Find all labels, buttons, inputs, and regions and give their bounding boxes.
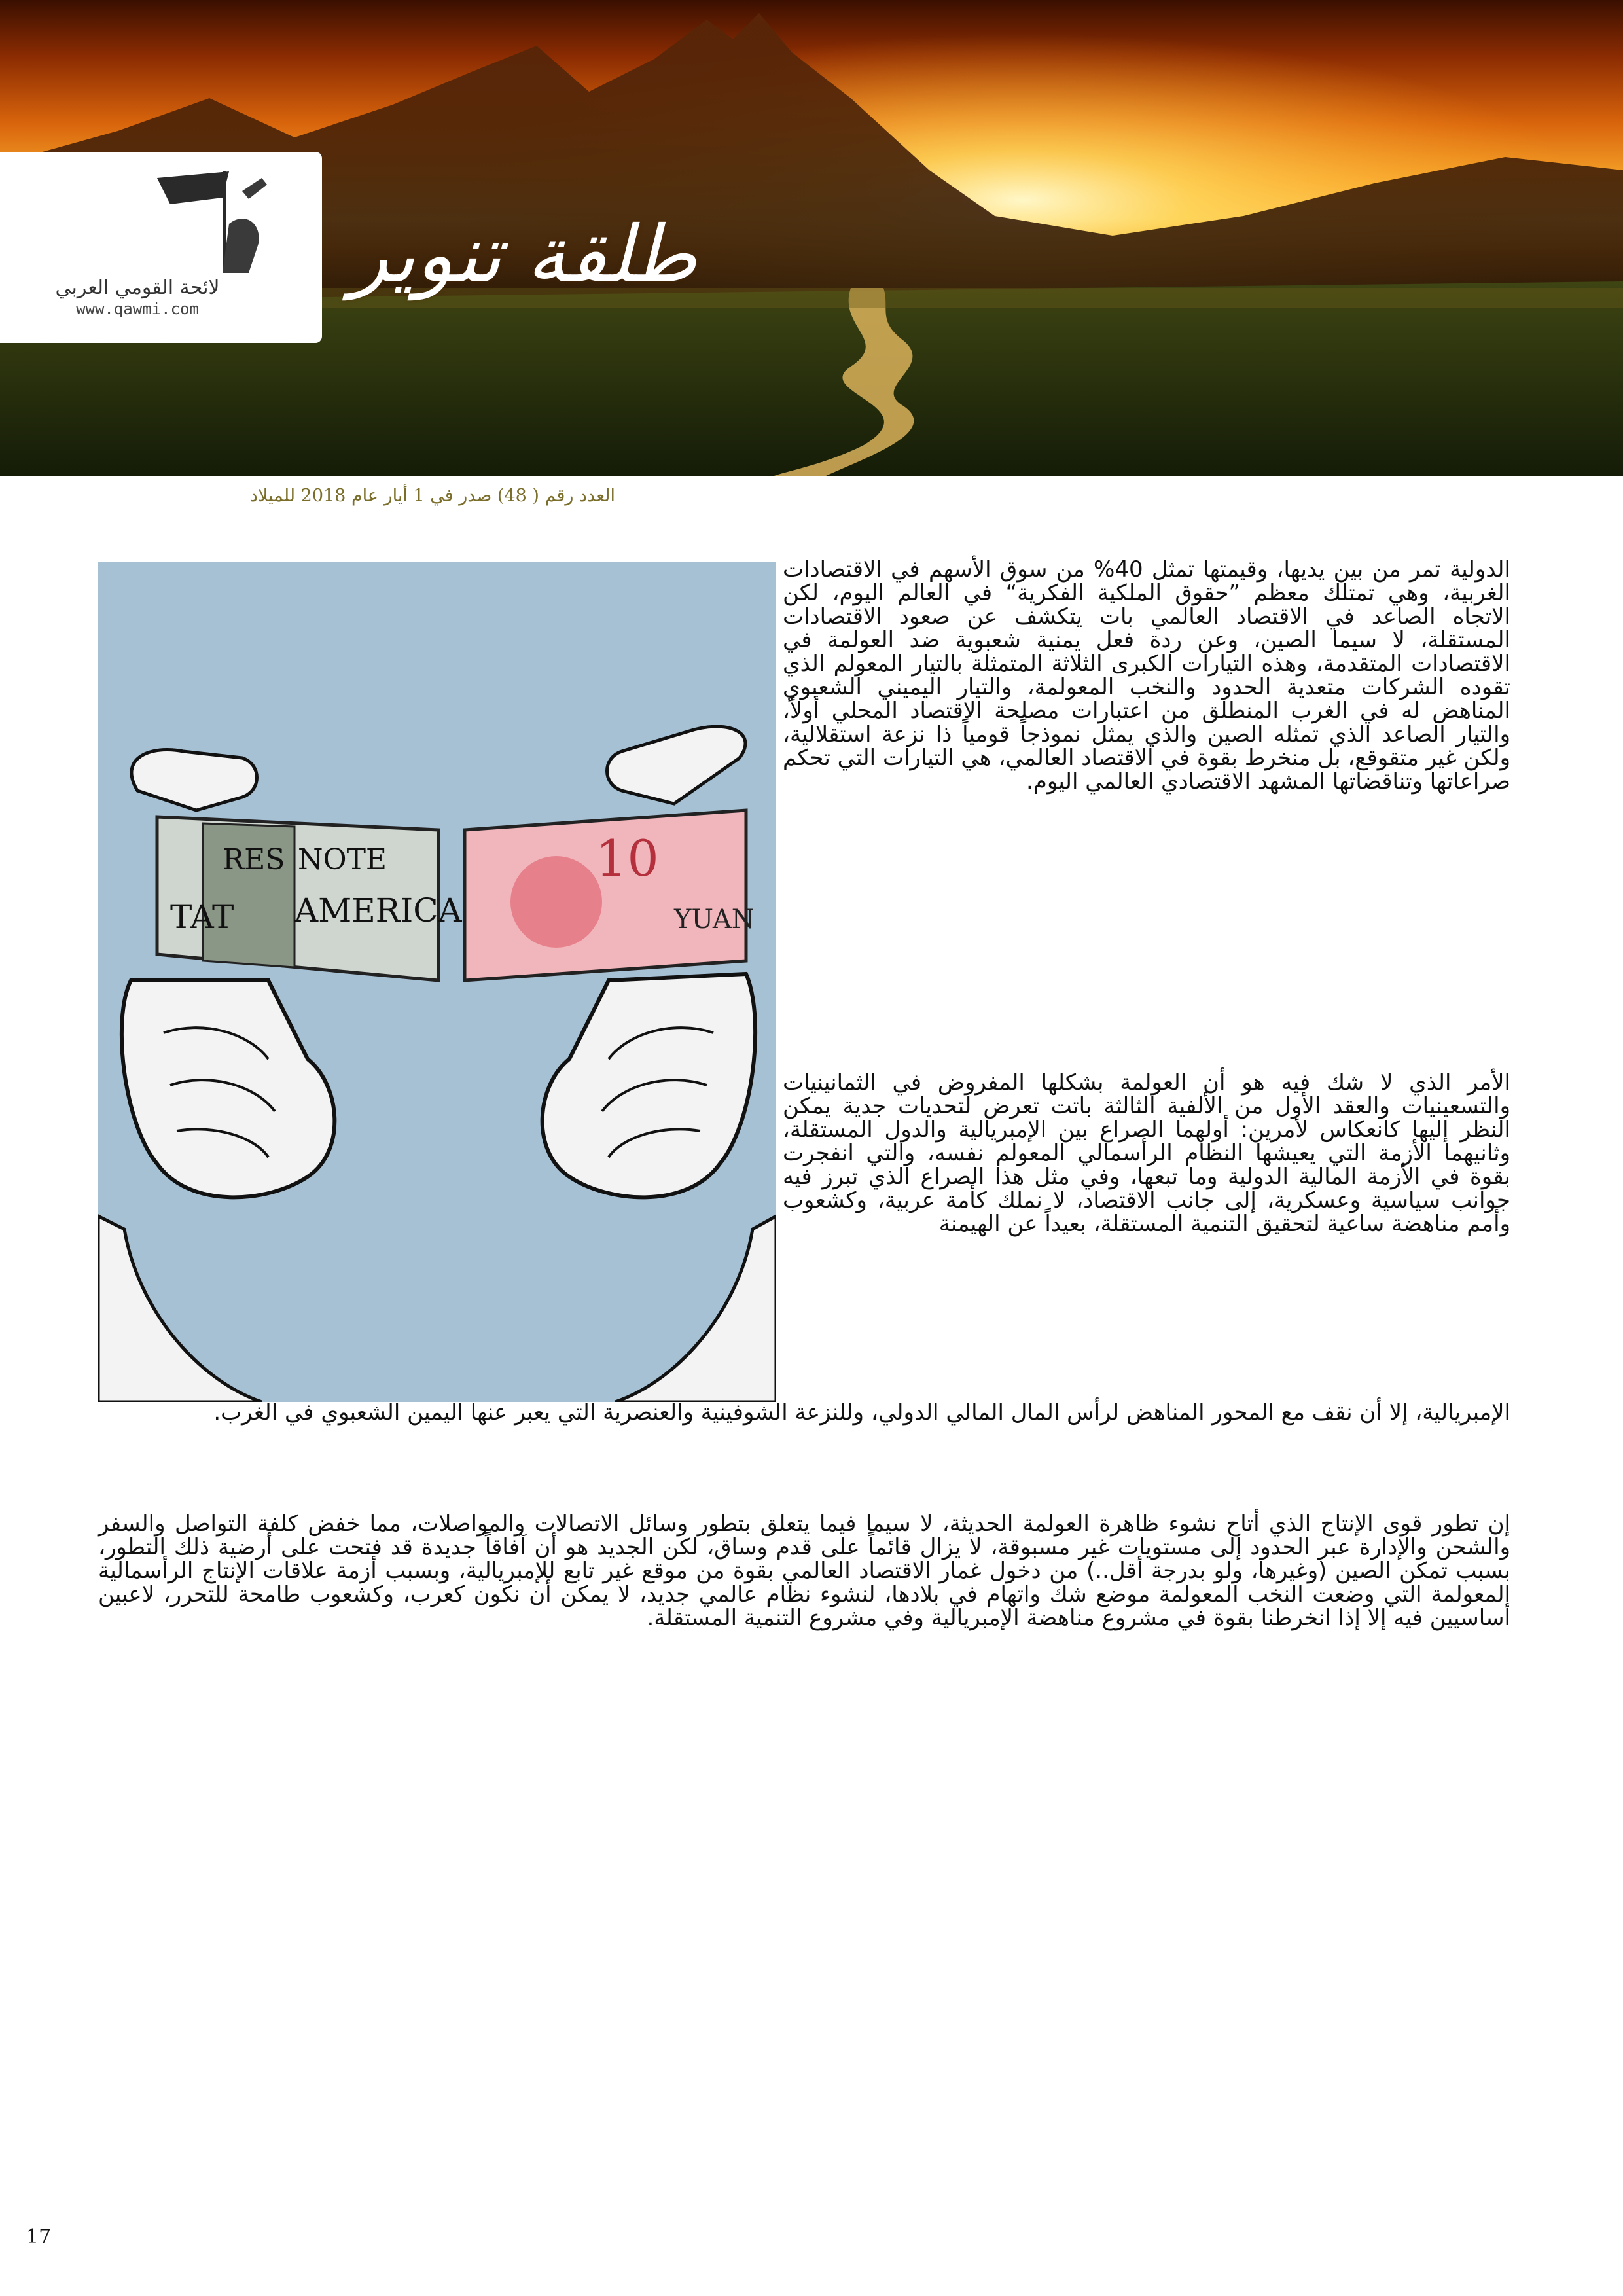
article-paragraph-3: إن تطور قوى الإنتاج الذي أتاح نشوء ظاهرة العولمة الحديثة، لا سيما فيما يتعلق بتطور وسائل الاتصالات والمواصلات، مما خفض كلفة التواصل والسفر والشحن والإدارة عبر الحدود إلى مستويات غير مسبوقة، لا يزال قائماً على قدم وساق، لكن الجديد هو أن آفاقاً جديدة قد فتحت على أرضية ذلك التطور، بسبب تمكن الصين (وغيرها، ولو بدرجة أقل..) من دخول غمار الاقتصاد العالمي بقوة من موقع غير تابع للإمبريالية، وبسبب أزمة علاقات الإنتاج الرأسمالية المعولمة التي وضعت النخب المعولمة موضع شك واتهام في بلادها، لنشوء نظام عالمي جديد، لا يمكن أن نكون كعرب، وكشعوب طامحة للتحرر، لاعبين أساسيين فيه إلا إذا انخرطنا بقوة في مشروع مناهضة الإمبريالية وفي مشروع التنمية المستقلة. [98, 1511, 1510, 1631]
left-note-prefix: TAT [170, 898, 234, 936]
flag-fist-logo-icon [131, 152, 275, 276]
left-note-country: AMERICA [294, 891, 462, 929]
masthead-title: طلقة تنوير [350, 209, 697, 300]
logo-name: لائحة القومي العربي [55, 276, 220, 299]
issue-line: العدد رقم ( 48) صدر في 1 أيار عام 2018 للميلاد [250, 486, 615, 506]
logo-box [0, 152, 322, 343]
page-number: 17 [26, 2225, 52, 2248]
right-note-value: 10 [596, 829, 659, 888]
left-note-text: NOTE [298, 843, 387, 876]
dollar-yuan-hands-icon [98, 562, 776, 1402]
article-paragraph-2-continued: الإمبريالية، إلا أن نقف مع المحور المناهض لرأس المال المالي الدولي، وللنزعة الشوفينية والعنصرية التي يعبر عنها اليمين الشعبوي في الغرب. [213, 1399, 1510, 1426]
article-paragraph-2-column: الأمر الذي لا شك فيه هو أن العولمة بشكلها المفروض في الثمانينيات والتسعينيات والعقد الأول من الألفية الثالثة باتت تعرض لتحديات جدية يمكن النظر إليها كانعكاس لأمرين: أولهما الصراع بين الإمبريالية والدول المستقلة، وثانيهما الأزمة التي يعيشها النظام الرأسمالي المعولم نفسه، والتي انفجرت بقوة في الأزمة المالية الدولية وما تبعها، وفي مثل هذا الصراع الذي تبرز فيه جوانب سياسية وعسكرية، إلى جانب الاقتصاد، لا نملك كأمة عربية، وكشعوب وأمم مناهضة ساعية لتحقيق التنمية المستقلة، بعيداً عن الهيمنة [783, 1069, 1510, 1237]
currency-illustration [98, 562, 776, 1402]
article-paragraph-1: الدولية تمر من بين يديها، وقيمتها تمثل 40% من سوق الأسهم في الاقتصادات الغربية، وهي تمتلك معظم ”حقوق الملكية الفكرية“ في العالم اليوم، لكن الاتجاه الصاعد في الاقتصاد العالمي بات يتكشف عن صعود الاقتصادات المستقلة، لا سيما الصين، وعن ردة فعل يمنية شعبوية ضد العولمة في الاقتصادات المتقدمة، وهذه التيارات الكبرى الثلاثة المتمثلة بالتيار المعولم الذي تقوده الشركات متعدية الحدود والنخب المعولمة، والتيار اليميني الشعبوي المناهض له في الغرب المنطلق من اعتبارات مصلحة الاقتصاد المحلي أولاً، والتيار الصاعد الذي تمثله الصين والذي يمثل نموذجاً قومياً ذا نزعة استقلالية، ولكن غير متقوقع، بل منخرط بقوة في الاقتصاد العالمي، هي التيارات التي تحكم صراعاتها وتناقضاتها المشهد الاقتصادي العالمي اليوم. [783, 556, 1510, 795]
logo-url: www.qawmi.com [76, 300, 199, 318]
header-banner [0, 0, 1623, 476]
right-note-currency: YUAN [674, 905, 755, 935]
left-note-res: RES [223, 843, 285, 876]
